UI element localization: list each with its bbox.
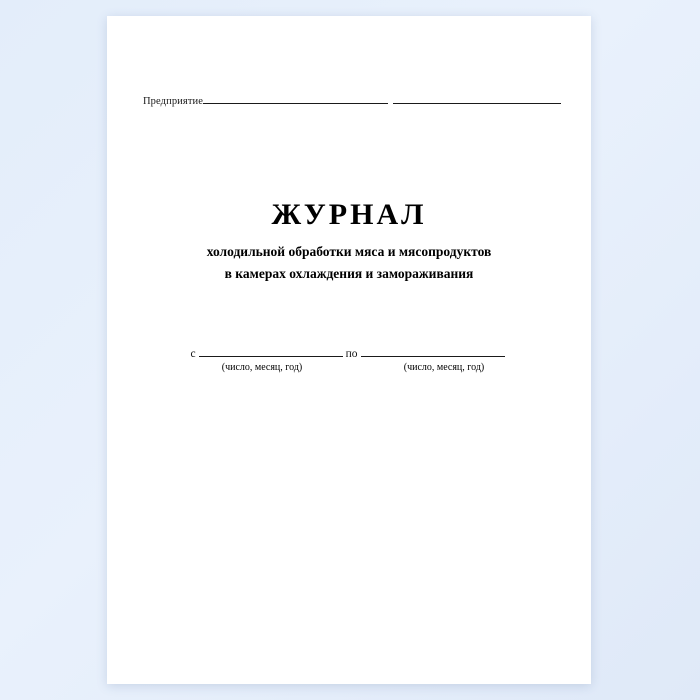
company-write-line-right[interactable] — [393, 94, 561, 104]
company-label: Предприятие — [143, 96, 203, 107]
page-title: ЖУРНАЛ — [271, 198, 427, 231]
subtitle-line-2: в камерах охлаждения и замораживания — [224, 265, 474, 281]
date-to-caption: (число, месяц, год) — [403, 362, 485, 373]
subtitle-line-1: холодильной обработки мяса и мясопродуктов — [206, 244, 492, 259]
date-from-caption: (число, месяц, год) — [221, 362, 303, 373]
document-page — [107, 16, 591, 684]
date-from-write-line[interactable] — [199, 346, 343, 357]
company-field-row — [143, 94, 555, 107]
company-write-line-left[interactable] — [203, 94, 388, 104]
date-captions-row — [107, 362, 591, 373]
title-block — [107, 198, 591, 283]
date-range-block — [107, 346, 591, 373]
date-to-write-line[interactable] — [361, 346, 505, 357]
date-range-row — [107, 346, 591, 360]
date-to-label: по — [345, 348, 358, 360]
date-from-label: с — [190, 348, 196, 360]
